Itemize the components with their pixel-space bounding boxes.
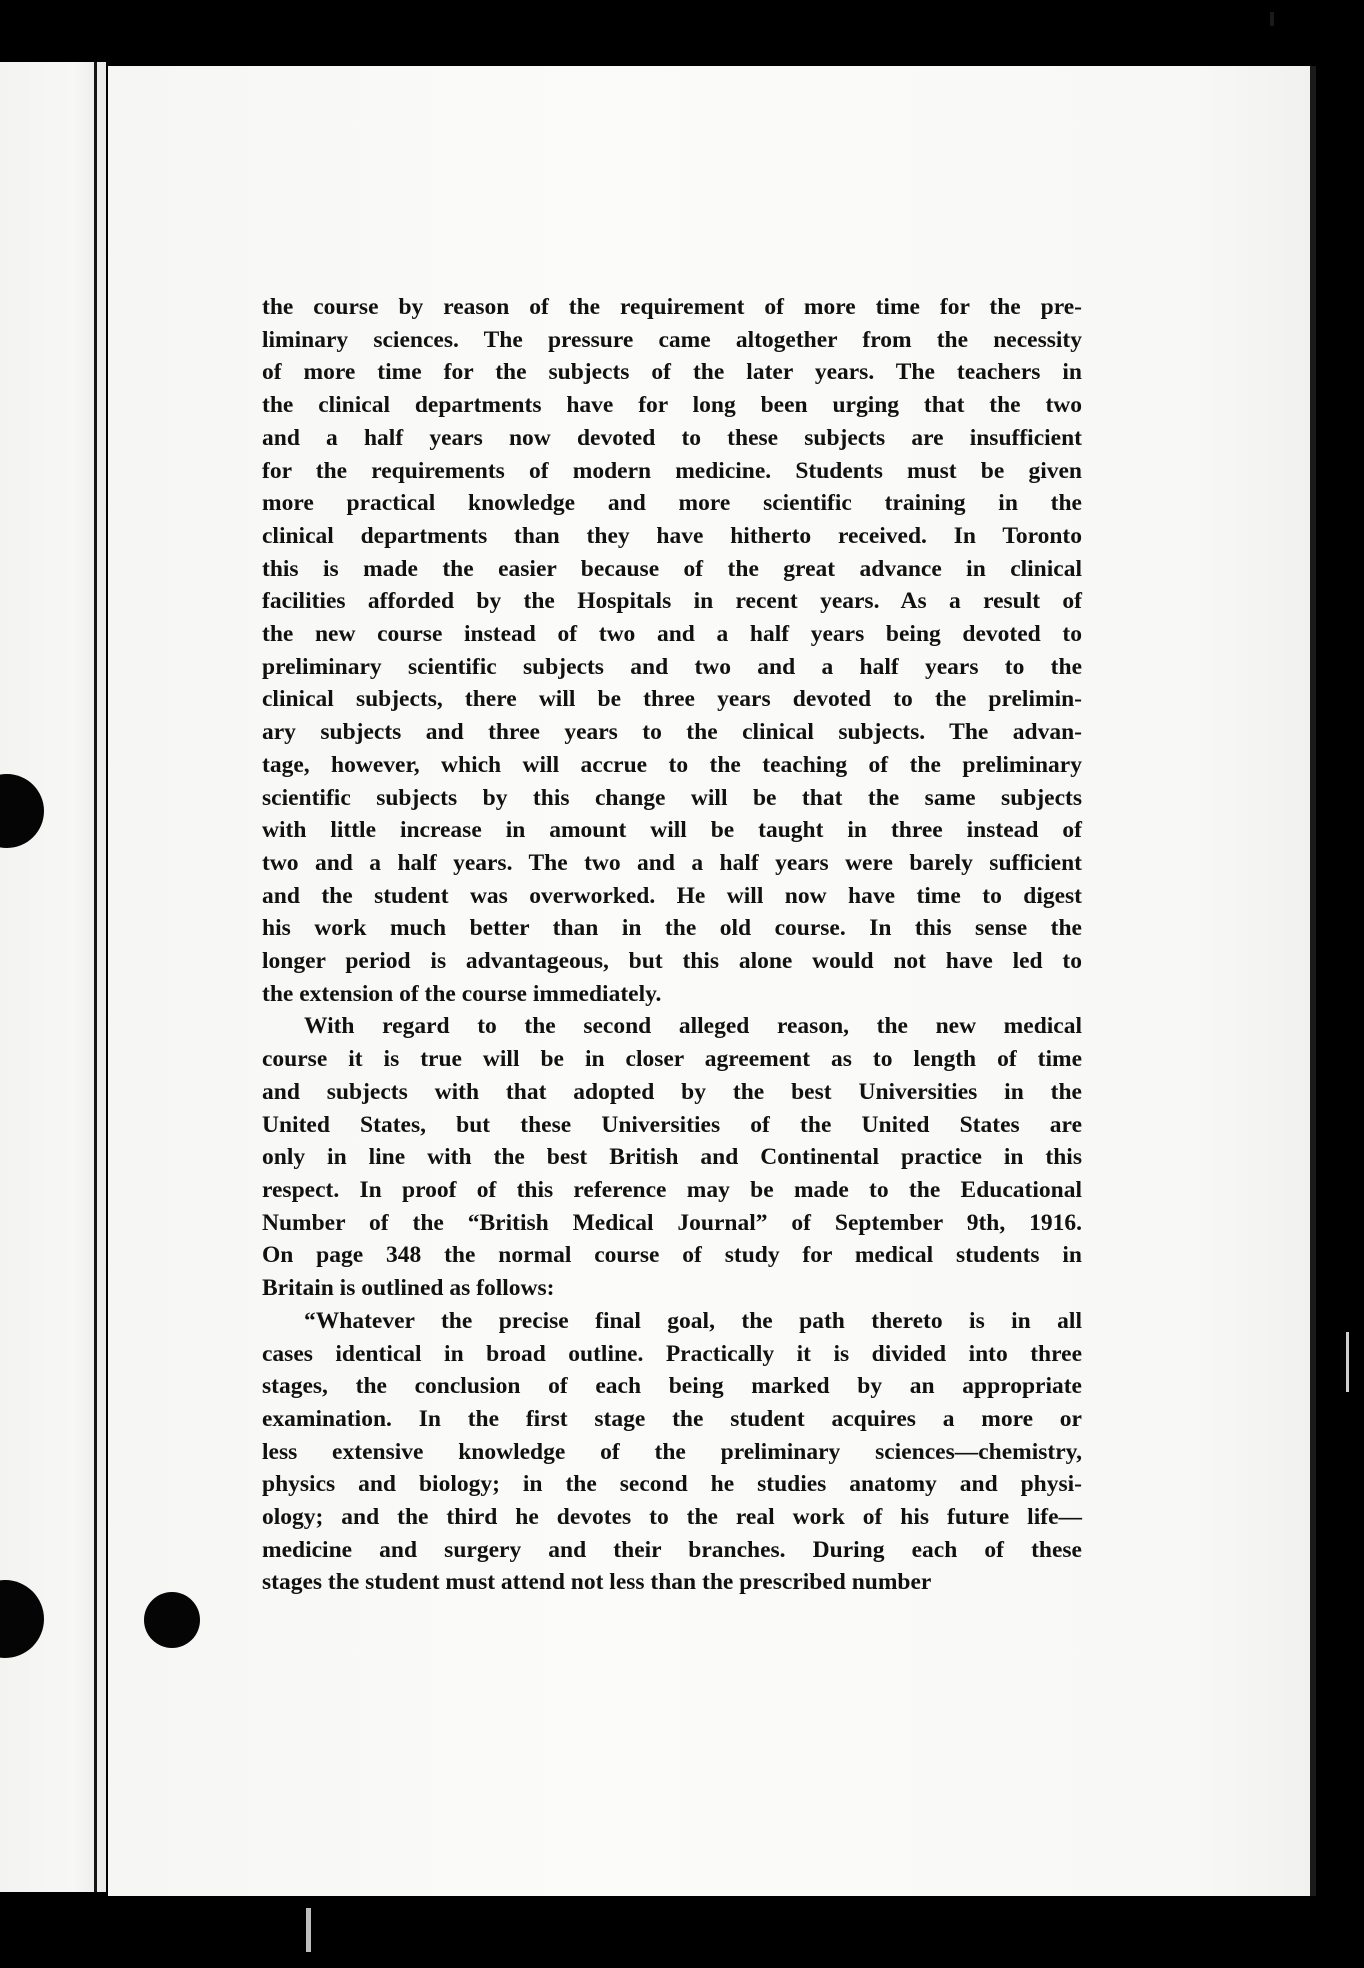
text-line: preliminary scientific subjects and two and a half years to the — [262, 653, 1082, 680]
text-line: tage, however, which will accrue to the teaching of the preliminary — [262, 751, 1082, 778]
text-line: cases identical in broad outline. Practically it is divided into three — [262, 1340, 1082, 1367]
text-line: of more time for the subjects of the later years. The teachers in — [262, 359, 1082, 386]
text-line: liminary sciences. The pressure came altogether from the necessity — [262, 326, 1082, 353]
text-line: the course by reason of the requirement of more time for the pre- — [262, 294, 1082, 320]
text-line: his work much better than in the old course. In this sense the — [262, 915, 1082, 942]
text-line: and a half years now devoted to these subjects are insufficient — [262, 424, 1082, 451]
text-line: this is made the easier because of the great advance in clinical — [262, 555, 1082, 582]
paragraph-1 — [262, 291, 1082, 1010]
paragraph-3 — [262, 1305, 1082, 1599]
text-line: longer period is advantageous, but this alone would not have led to — [262, 948, 1082, 975]
text-line: with little increase in amount will be taught in three instead of — [262, 817, 1082, 844]
text-line: and the student was overworked. He will now have time to digest — [262, 882, 1082, 909]
text-line: the new course instead of two and a half years being devoted to — [262, 621, 1082, 648]
text-line: clinical departments than they have hitherto received. In Toronto — [262, 522, 1082, 549]
text-line: With regard to the second alleged reason, the new medical — [304, 1013, 1082, 1040]
page-edge-shadow — [1310, 66, 1316, 1896]
binding-shadow — [94, 62, 97, 1892]
text-line: more practical knowledge and more scientific training in the — [262, 490, 1082, 517]
text-line: “Whatever the precise final goal, the path thereto is in all — [304, 1307, 1082, 1334]
text-line: On page 348 the normal course of study for medical students in — [262, 1242, 1082, 1269]
text-line: scientific subjects by this change will be that the same subjects — [262, 784, 1082, 811]
text-line: two and a half years. The two and a half years were barely sufficient — [262, 849, 1082, 876]
text-line: the extension of the course immediately. — [262, 980, 662, 1007]
text-line: stages, the conclusion of each being marked by an appropriate — [262, 1373, 1082, 1400]
text-line: and subjects with that adopted by the best Universities in the — [262, 1078, 1082, 1105]
text-line: Number of the “British Medical Journal” of September 9th, 1916. — [262, 1209, 1082, 1236]
text-line: less extensive knowledge of the preliminary sciences—chemistry, — [262, 1438, 1082, 1465]
text-line: only in line with the best British and Continental practice in this — [262, 1144, 1082, 1171]
text-line: respect. In proof of this reference may be made to the Educational — [262, 1176, 1082, 1203]
text-line: Britain is outlined as follows: — [262, 1275, 555, 1302]
text-line: ology; and the third he devotes to the real work of his future life— — [262, 1504, 1082, 1531]
text-line: course it is true will be in closer agreement as to length of time — [262, 1046, 1082, 1073]
text-line: ary subjects and three years to the clinical subjects. The advan- — [262, 719, 1082, 746]
text-line: physics and biology; in the second he studies anatomy and physi- — [262, 1471, 1082, 1498]
text-line: the clinical departments have for long been urging that the two — [262, 392, 1082, 419]
body-text — [262, 291, 1082, 1599]
scan-speck — [306, 1908, 311, 1952]
text-line: stages the student must attend not less than the prescribed number — [262, 1569, 932, 1596]
punch-hole-icon — [144, 1592, 200, 1648]
text-line: clinical subjects, there will be three years devoted to the prelimin- — [262, 686, 1082, 713]
text-line: facilities afforded by the Hospitals in recent years. As a result of — [262, 588, 1082, 615]
text-line: examination. In the first stage the student acquires a more or — [262, 1405, 1082, 1432]
scan-speck — [1270, 12, 1274, 26]
text-line: United States, but these Universities of the United States are — [262, 1111, 1082, 1138]
paragraph-2 — [262, 1010, 1082, 1304]
text-line: medicine and surgery and their branches. During each of these — [262, 1536, 1082, 1563]
scan-speck — [1346, 1332, 1349, 1392]
text-line: for the requirements of modern medicine. Students must be given — [262, 457, 1082, 484]
